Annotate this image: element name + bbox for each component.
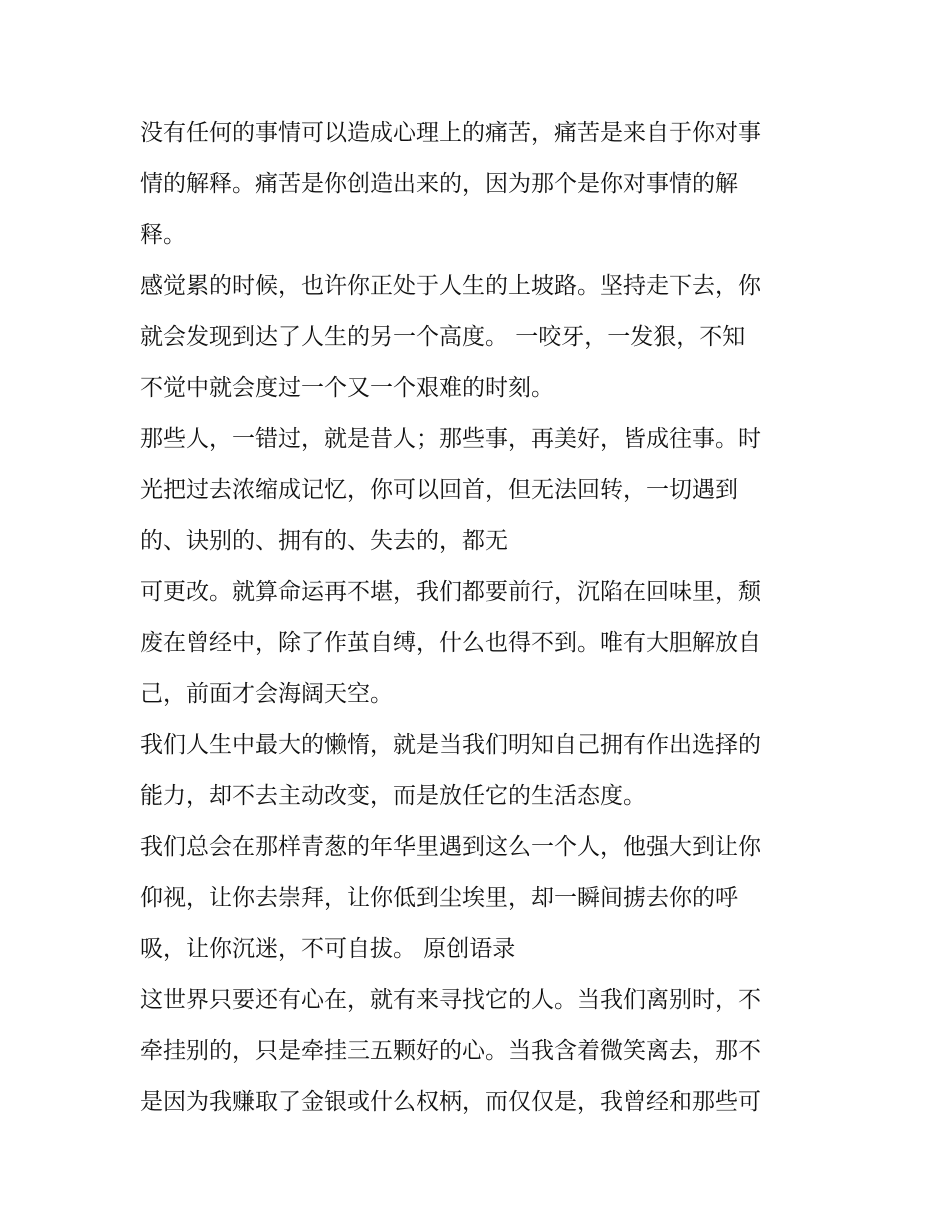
text-line: 可更改。就算命运再不堪，我们都要前行，沉陷在回味里，颓 [140,579,761,605]
text-line: 我们总会在那样青葱的年华里遇到这么一个人，他强大到让你 [140,834,761,860]
text-line: 不觉中就会度过一个又一个艰难的时刻。 [140,375,554,401]
text-line: 感觉累的时候，也许你正处于人生的上坡路。坚持走下去，你 [140,273,761,299]
text-line: 吸，让你沉迷，不可自拔。 原创语录 [140,936,516,962]
text-line: 就会发现到达了人生的另一个高度。 一咬牙，一发狠，不知 [140,324,746,350]
text-line: 我们人生中最大的懒惰，就是当我们明知自己拥有作出选择的 [140,732,761,758]
text-line: 仰视，让你去崇拜，让你低到尘埃里，却一瞬间掳去你的呼 [140,885,738,911]
document-body [140,108,820,1128]
text-line: 那些人，一错过，就是昔人；那些事，再美好，皆成往事。时 [140,426,761,452]
text-line: 情的解释。痛苦是你创造出来的，因为那个是你对事情的解 [140,171,738,197]
text-line: 废在曾经中，除了作茧自缚，什么也得不到。唯有大胆解放自 [140,630,761,656]
text-line: 己，前面才会海阔天空。 [140,681,393,707]
text-line: 是因为我赚取了金银或什么权柄，而仅仅是，我曾经和那些可 [140,1089,761,1115]
text-line: 牵挂别的，只是牵挂三五颗好的心。当我含着微笑离去，那不 [140,1038,761,1064]
text-line: 能力，却不去主动改变，而是放任它的生活态度。 [140,783,646,809]
text-line: 的、诀别的、拥有的、失去的，都无 [140,528,508,554]
text-line: 释。 [140,222,186,248]
text-line: 没有任何的事情可以造成心理上的痛苦，痛苦是来自于你对事 [140,120,761,146]
text-line: 光把过去浓缩成记忆，你可以回首，但无法回转，一切遇到 [140,477,738,503]
text-line: 这世界只要还有心在，就有来寻找它的人。当我们离别时，不 [140,987,761,1013]
